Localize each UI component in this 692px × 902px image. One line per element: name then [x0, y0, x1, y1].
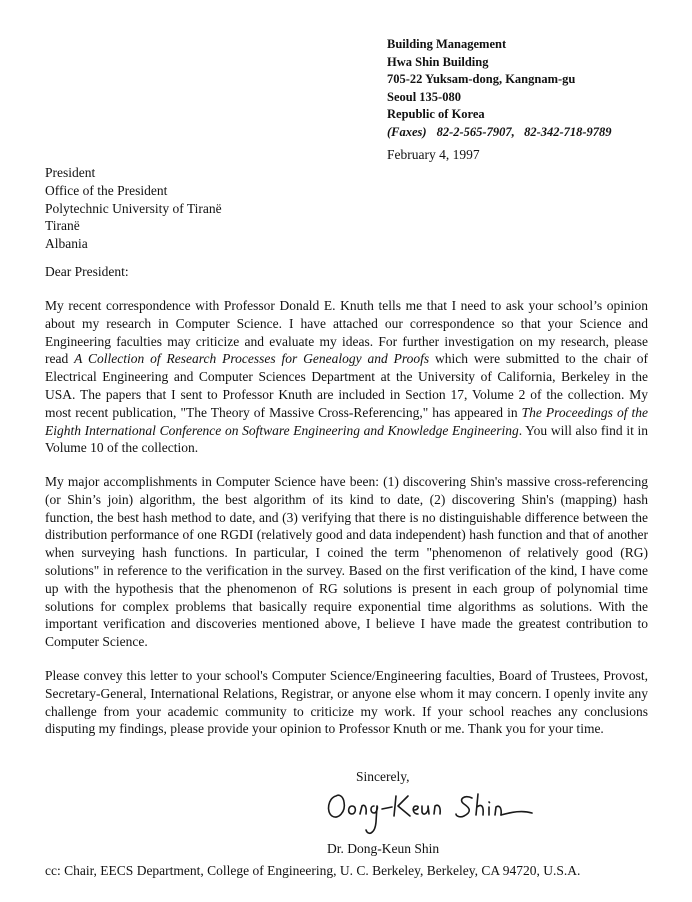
sender-line: Hwa Shin Building [387, 54, 489, 69]
signer-name: Dr. Dong-Keun Shin [327, 841, 440, 856]
recipient-line: President [45, 165, 96, 180]
paragraph-text: My recent correspondence with Professor Donald E. Knuth tells me that I need to ask your school’s opinion about my research in Computer Science. I have attached our correspondence so that your Science and Engineering faculties may criticize and evaluate my ideas. For further investigation on my research, please read [45, 298, 648, 367]
recipient-address-block [45, 164, 222, 253]
recipient-line: Tiranë [45, 218, 80, 234]
sender-line: 705-22 Yuksam-dong, Kangnam-gu [387, 72, 576, 86]
paragraph-text: which were submitted to the chair of Electrical Engineering and Computer Sciences Department at the University of California, Berkeley in the USA. The papers that I sent to Professor Knuth are included in Section 17, Volume 2 of the collection. My most recent publication, "The Theory of Massive Cross-Referencing," has appeared in [45, 351, 648, 420]
sender-faxes [387, 124, 612, 142]
sender-address-block [387, 36, 612, 141]
recipient-line: Polytechnic University of Tiranë [45, 200, 222, 216]
faxes-numbers: 82-2-565-7907, 82-342-718-9789 [436, 124, 612, 139]
faxes-label: (Faxes) [387, 124, 427, 139]
salutation: Dear President: [45, 264, 129, 279]
proceedings-title: The Proceedings of the Eighth International Conference on Software Engineering and Knowledge Engineering [45, 404, 648, 438]
book-title: A Collection of Research Processes for Genealogy and Proofs [74, 351, 430, 367]
cc-line: cc: Chair, EECS Department, College of Engineering, U. C. Berkeley, Berkeley, CA 94720, U.S.A. [45, 863, 581, 878]
body-paragraph-1 [45, 297, 648, 457]
handwritten-signature [322, 782, 562, 840]
sender-line: Seoul 135-080 [387, 89, 461, 104]
body-paragraph-2: My major accomplishments in Computer Science have been: (1) discovering Shin's massive cross-referencing (or Shin’s join) algorithm, the best algorithm of its kind to date, (2) discovering Shin's (mapping) hash function, the best hash method to date, and (3) verifying that there is no distinguishable difference between the distribution performance of one RGDI (relatively good and data independent) hash function and that of another when surveying hash functions. In particular, I coined the term "phenomenon of relatively good (RG) solutions" in reference to the verification in the survey. Based on the first verification of the kind, I have come up with the hypothesis that the phenomenon of RG solutions is present in each group of polynomial time solutions for complex problems that basically require exponential time algorithms as solutions. With the important verification and discoveries mentioned above, I believe I have made the greatest contribution to Computer Science. [45, 474, 648, 650]
signature-text [0, 0, 1, 1]
sender-line: Building Management [387, 37, 507, 51]
recipient-line: Albania [45, 236, 88, 252]
letter-date: February 4, 1997 [387, 147, 480, 162]
body-paragraph-3: Please convey this letter to your school's Computer Science/Engineering faculties, Board of Trustees, Provost, Secretary-General, International Relations, Registrar, or anyone else whom it may concern. I openly invite any challenge from your academic community to criticize my work. If your school reaches any conclusions disputing my findings, please provide your opinion to Professor Knuth or me. Thank you for your time. [45, 668, 648, 737]
closing: Sincerely, [356, 769, 410, 784]
recipient-line: Office of the President [45, 182, 168, 198]
paragraph-text: . You will also find it in Volume 10 of the collection. [45, 422, 648, 456]
sender-line: Republic of Korea [387, 107, 485, 121]
